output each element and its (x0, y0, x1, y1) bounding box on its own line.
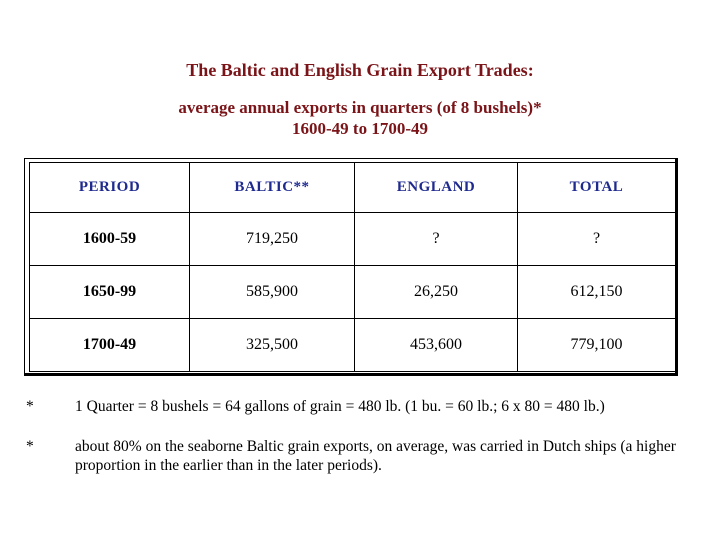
cell-period: 1650-99 (30, 266, 190, 319)
cell-period: 1600-59 (30, 213, 190, 266)
table-header-row (30, 163, 676, 213)
cell-england: 26,250 (355, 266, 518, 319)
title-line-3: 1600-49 to 1700-49 (292, 119, 428, 138)
footnote-text: 1 Quarter = 8 bushels = 64 gallons of grain = 480 lb. (1 bu. = 60 lb.; 6 x 80 = 480 lb.) (75, 398, 605, 415)
grain-export-table (29, 162, 676, 372)
cell-england: ? (355, 213, 518, 266)
cell-baltic: 719,250 (190, 213, 355, 266)
table-row (30, 213, 676, 266)
cell-total: ? (518, 213, 676, 266)
cell-total: 779,100 (518, 319, 676, 372)
header-england: ENGLAND (355, 163, 518, 213)
cell-period: 1700-49 (30, 319, 190, 372)
table-row (30, 266, 676, 319)
cell-total: 612,150 (518, 266, 676, 319)
footnote-marker: * (26, 398, 34, 415)
cell-baltic: 585,900 (190, 266, 355, 319)
header-total: TOTAL (518, 163, 676, 213)
cell-england: 453,600 (355, 319, 518, 372)
slide-title (0, 58, 720, 139)
title-line-1: The Baltic and English Grain Export Trades: (186, 60, 534, 80)
table-frame (24, 158, 678, 376)
footnote-marker: * (26, 438, 34, 455)
footnote-text: about 80% on the seaborne Baltic grain exports, on average, was carried in Dutch ships (a higher proportion in the earlier than in the later periods). (75, 438, 676, 474)
header-period: PERIOD (30, 163, 190, 213)
title-line-2: average annual exports in quarters (of 8 bushels)* (178, 98, 542, 117)
header-baltic: BALTIC** (190, 163, 355, 213)
table-row (30, 319, 676, 372)
cell-baltic: 325,500 (190, 319, 355, 372)
